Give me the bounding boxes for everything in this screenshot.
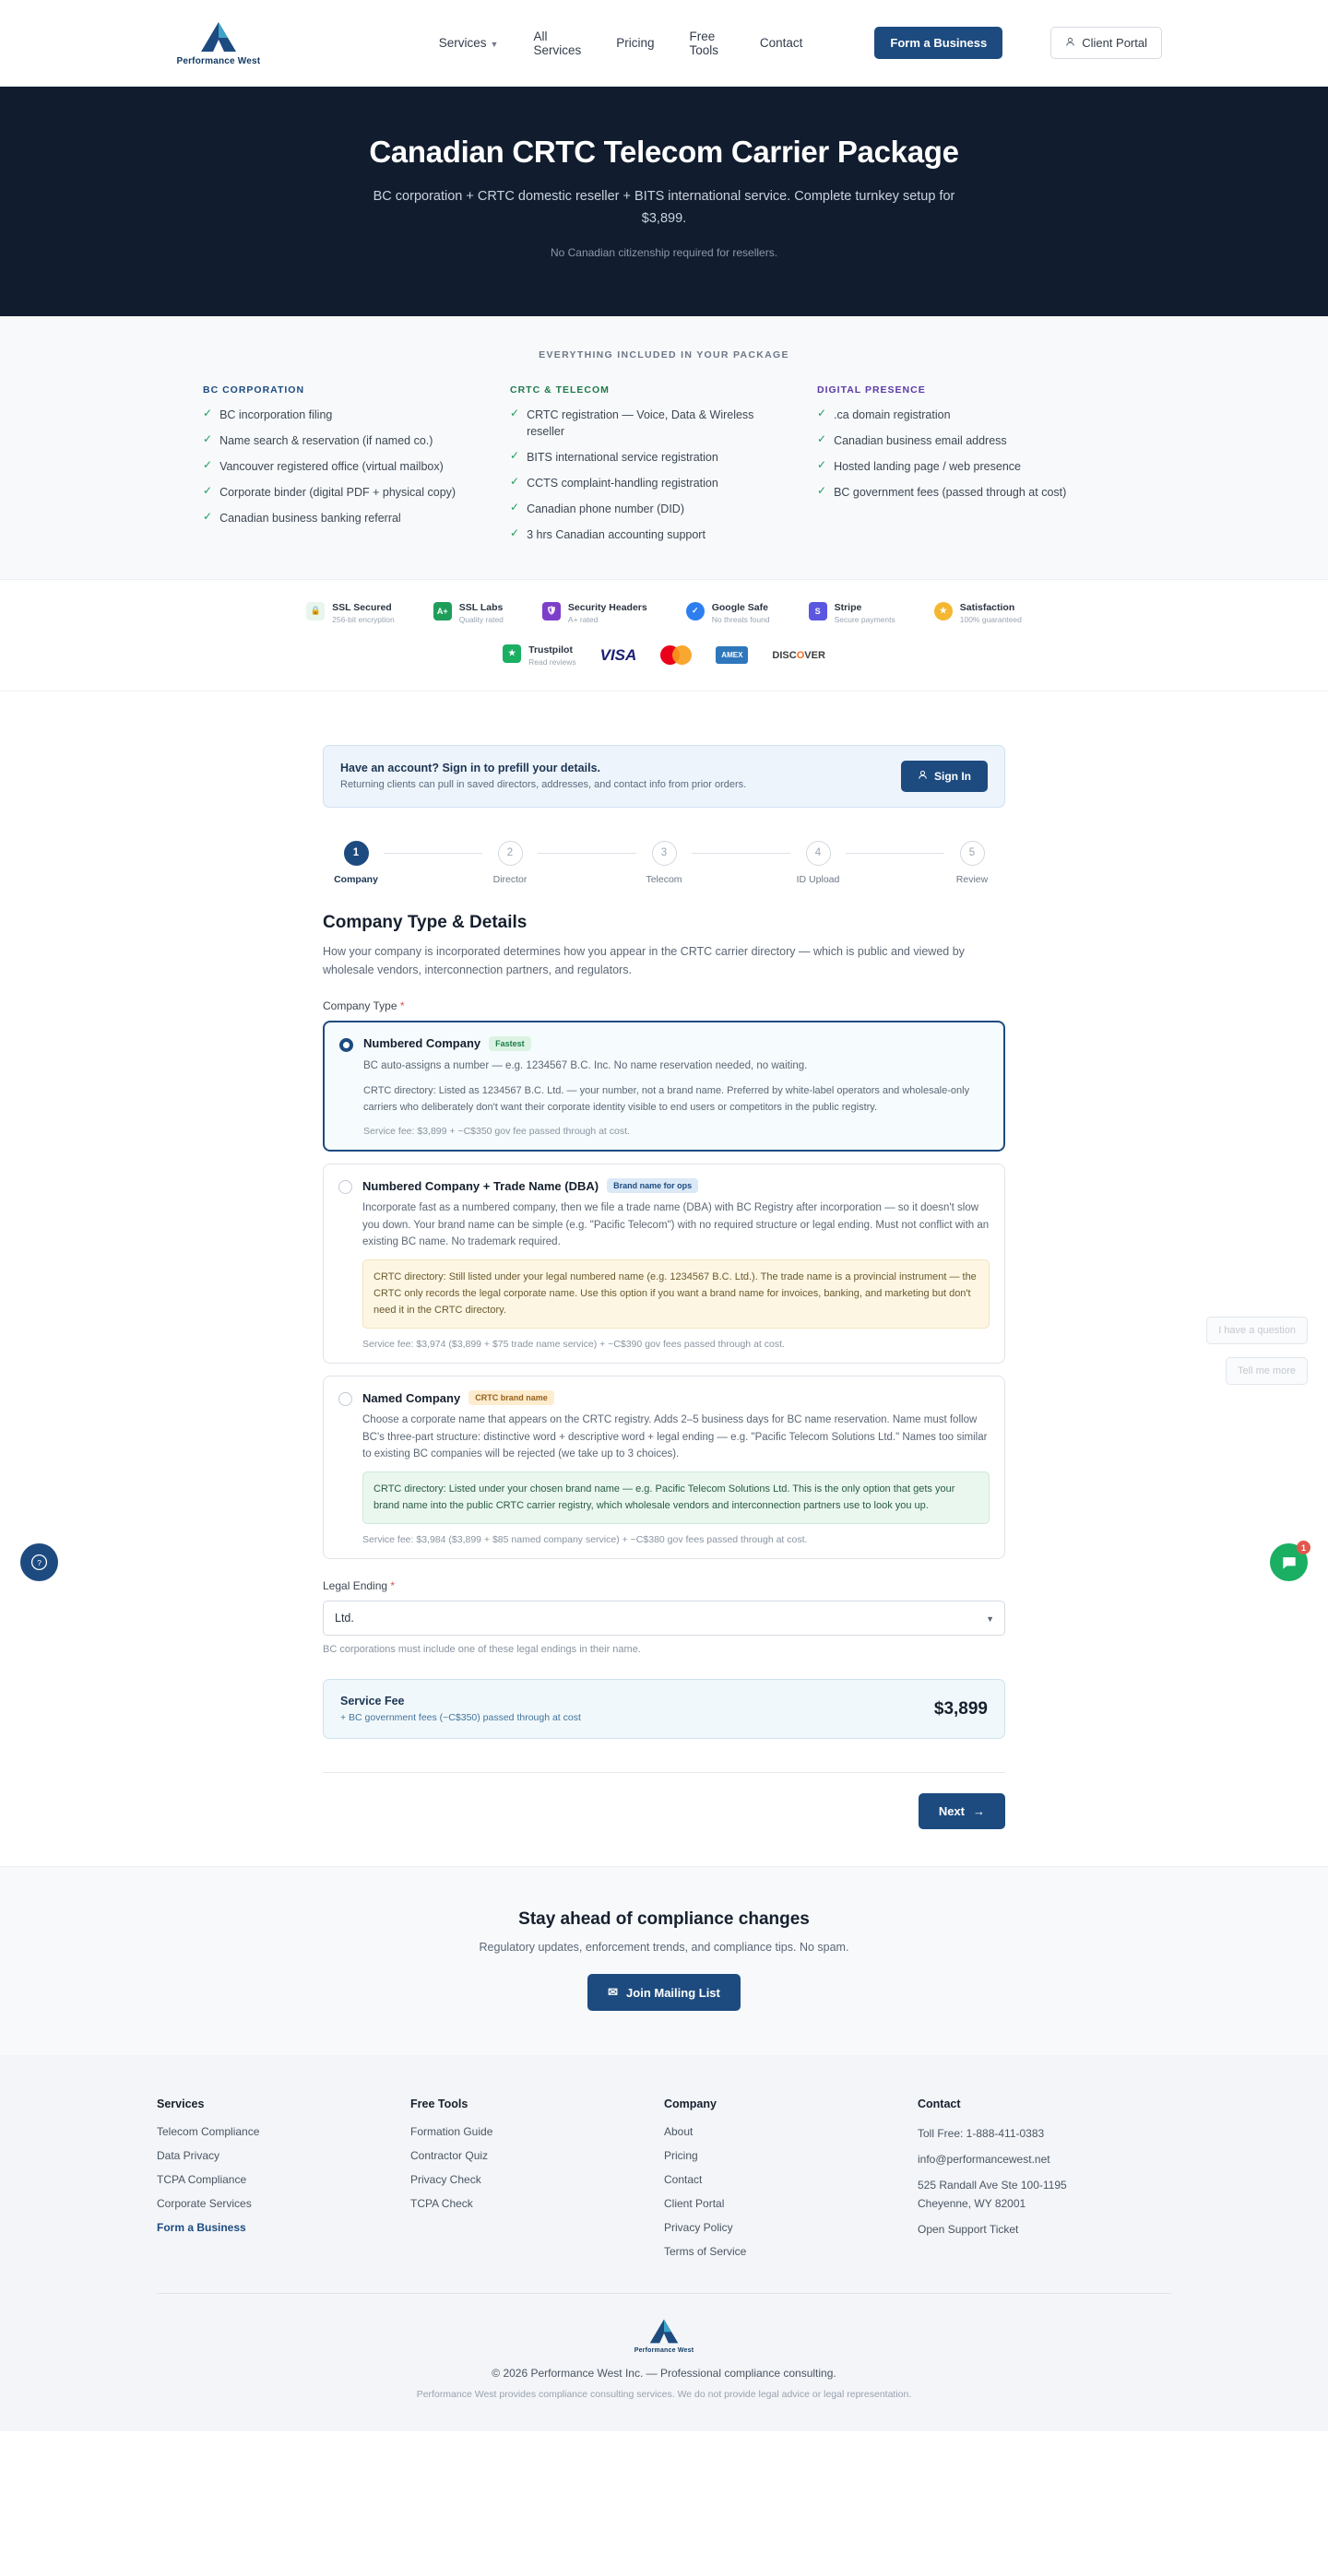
footer-link-contact[interactable]: Contact	[664, 2173, 703, 2187]
visa-icon: VISA	[599, 645, 637, 664]
included-column-crtc	[510, 384, 817, 553]
step-connector	[846, 853, 944, 854]
feature-item: ✓ Hosted landing page / web presence	[817, 458, 1097, 475]
nav-item-services[interactable]: Services ▼	[438, 36, 499, 50]
next-button[interactable]: Next →	[919, 1793, 1005, 1829]
footer-address-line-2: Cheyenne, WY 82001	[918, 2197, 1026, 2211]
trust-badge-stripe: S Stripe Secure payments	[809, 602, 895, 624]
signin-subtitle: Returning clients can pull in saved directors, addresses, and contact info from prior orders.	[340, 779, 747, 791]
feature-item: ✓ CRTC registration — Voice, Data & Wireless reseller	[510, 407, 789, 440]
hero-note: No Canadian citizenship required for resellers.	[550, 245, 778, 259]
check-icon: ✓	[203, 510, 213, 524]
footer-brand-text: Performance West	[634, 2347, 694, 2355]
feature-item: ✓ Corporate binder (digital PDF + physical copy)	[203, 484, 482, 501]
trust-badge-google-safe: ✓ Google Safe No threats found	[686, 602, 770, 624]
shield-icon: 🛡	[542, 602, 561, 620]
option-numbered-company-dba[interactable]	[323, 1164, 1005, 1364]
trust-bar	[0, 580, 1328, 691]
divider	[323, 1772, 1005, 1773]
footer-address-line-1: 525 Randall Ave Ste 100-1195	[918, 2179, 1067, 2192]
payment-logos	[0, 644, 1328, 667]
svg-text:?: ?	[37, 1558, 42, 1568]
site-footer	[0, 2055, 1328, 2431]
service-fee-summary	[323, 1679, 1005, 1739]
feature-item: ✓ BC government fees (passed through at cost)	[817, 484, 1097, 501]
footer-link-contractor-quiz[interactable]: Contractor Quiz	[410, 2149, 489, 2163]
option-description: Incorporate fast as a numbered company, then we file a trade name (DBA) with BC Registry after incorporation — so it doesn't slow you down. Your brand name can be simple (e.g. "Pacific Telecom") with no required structure or legal ending. Must not conflict with an existing BC name. No trademark required.	[362, 1202, 990, 1247]
service-fee-amount: $3,899	[933, 1698, 988, 1719]
option-description: Choose a corporate name that appears on the CRTC registry. Adds 2–5 business days for BC name reservation. Name must follow BC's three-part structure: distinctive word + descriptive word + legal ending — e.g. "Pacific Telecom Solutions Ltd." Names too similar to existing BC companies will be rejected (we take up to 3 choices).	[362, 1414, 988, 1459]
footer-column-title: Company	[664, 2097, 717, 2111]
order-form-section	[0, 691, 1328, 1867]
footer-link-terms-of-service[interactable]: Terms of Service	[664, 2245, 747, 2259]
column-title: DIGITAL PRESENCE	[817, 384, 926, 396]
check-icon: ✓	[203, 484, 213, 498]
option-numbered-company[interactable]	[323, 1021, 1005, 1152]
section-description: How your company is incorporated determines how you appear in the CRTC carrier directory — which is public and viewed by wholesale vendors, interconnection partners, and regulators.	[323, 944, 965, 976]
option-named-company[interactable]	[323, 1376, 1005, 1559]
nav-item-all-services[interactable]: All Services	[533, 29, 582, 57]
footer-link-formation-guide[interactable]: Formation Guide	[410, 2125, 493, 2139]
option-title: Numbered Company + Trade Name (DBA)	[362, 1178, 599, 1193]
footer-copyright: © 2026 Performance West Inc. — Professional compliance consulting.	[492, 2367, 836, 2381]
help-button[interactable]	[20, 1543, 58, 1581]
option-callout: CRTC directory: Listed as 1234567 B.C. Ltd. — your number, not a brand name. Preferred by white-label operators and wholesale-only carriers who deliberately don't want their corporate identity visible to end users or competitors in the public registry.	[363, 1084, 970, 1113]
main-nav	[439, 27, 1162, 59]
nav-item-pricing[interactable]: Pricing	[616, 36, 655, 50]
radio-numbered-company[interactable]	[339, 1038, 353, 1052]
option-badge: Fastest	[489, 1036, 531, 1051]
signin-title: Have an account? Sign in to prefill your details.	[340, 762, 600, 775]
option-callout: CRTC directory: Listed under your chosen brand name — e.g. Pacific Telecom Solutions Ltd. This is the only option that gets your brand name into the public CRTC carrier registry, which wholesale vendors and interconnection partners use to look you up.	[362, 1471, 990, 1524]
footer-link-privacy-check[interactable]: Privacy Check	[410, 2173, 481, 2187]
check-icon: ✓	[203, 431, 213, 445]
footer-email[interactable]: info@performancewest.net	[918, 2153, 1050, 2167]
option-callout: CRTC directory: Still listed under your legal numbered name (e.g. 1234567 B.C. Ltd.). The trade name is a provincial instrument — the CRTC only records the legal corporate name. Use this option if you want a brand name for invoices, banking, and marketing but don't need it in the CRTC directory.	[362, 1259, 990, 1329]
star-icon: ★	[934, 602, 953, 620]
page-title: Canadian CRTC Telecom Carrier Package	[369, 135, 959, 169]
amex-icon: AMEX	[716, 646, 748, 664]
trust-badge-satisfaction: ★ Satisfaction 100% guaranteed	[934, 602, 1022, 624]
section-title: Company Type & Details	[323, 912, 528, 932]
check-icon: ✓	[510, 501, 520, 514]
feature-item: ✓ .ca domain registration	[817, 407, 1097, 423]
package-included-section	[0, 316, 1328, 580]
footer-link-telecom-compliance[interactable]: Telecom Compliance	[157, 2125, 260, 2139]
client-portal-button[interactable]: Client Portal	[1050, 27, 1162, 59]
included-column-digital	[817, 384, 1124, 553]
feature-item: ✓ Canadian business email address	[817, 432, 1097, 449]
included-column-bc	[203, 384, 510, 553]
check-icon: ✓	[510, 526, 520, 540]
step-company[interactable]: 1 Company	[328, 841, 384, 885]
check-circle-icon: ✓	[686, 602, 705, 620]
check-icon: ✓	[203, 406, 213, 419]
step-director[interactable]: 2 Director	[482, 841, 538, 885]
quick-reply-more[interactable]: Tell me more	[1226, 1357, 1308, 1385]
discover-icon: DISCOVER	[772, 649, 825, 661]
trustpilot-star-icon: ★	[503, 644, 521, 663]
progress-stepper	[323, 841, 1005, 885]
step-connector	[384, 853, 482, 854]
feature-item: ✓ 3 hrs Canadian accounting support	[510, 526, 789, 543]
option-title: Numbered Company	[363, 1036, 481, 1051]
check-icon: ✓	[817, 406, 827, 419]
step-review[interactable]: 5 Review	[944, 841, 1000, 885]
legal-ending-label: Legal Ending *	[323, 1579, 396, 1593]
footer-link-tcpa-compliance[interactable]: TCPA Compliance	[157, 2173, 247, 2187]
footer-link-corporate-services[interactable]: Corporate Services	[157, 2197, 252, 2211]
chat-widget-button[interactable]	[1270, 1543, 1308, 1581]
logo-text: Performance West	[176, 55, 261, 66]
footer-link-form-a-business[interactable]: Form a Business	[157, 2221, 246, 2235]
footer-column-title: Contact	[918, 2097, 961, 2111]
check-icon: ✓	[510, 406, 520, 419]
company-type-label: Company Type *	[323, 998, 405, 1012]
radio-named-company[interactable]	[338, 1392, 352, 1406]
footer-column-title: Services	[157, 2097, 205, 2111]
sign-in-button[interactable]: Sign In	[901, 761, 988, 792]
check-icon: ✓	[817, 431, 827, 445]
legal-ending-select[interactable]	[323, 1601, 1005, 1636]
lock-icon: 🔒	[306, 602, 325, 620]
ssl-labs-icon: A+	[433, 602, 452, 620]
footer-column-contact	[918, 2097, 1171, 2269]
mastercard-icon	[660, 645, 692, 665]
feature-item: ✓ Vancouver registered office (virtual mailbox)	[203, 458, 482, 475]
option-badge: CRTC brand name	[468, 1390, 554, 1405]
join-mailing-list-button[interactable]: ✉ Join Mailing List	[587, 1974, 741, 2011]
option-fee: Service fee: $3,984 ($3,899 + $85 named company service) + ~C$380 gov fees passed through at cost.	[362, 1534, 808, 1546]
check-icon: ✓	[510, 449, 520, 463]
check-icon: ✓	[203, 458, 213, 472]
service-fee-note: + BC government fees (~C$350) passed through at cost	[340, 1712, 581, 1724]
footer-link-client-portal[interactable]: Client Portal	[664, 2197, 725, 2211]
footer-column-free-tools	[410, 2097, 664, 2269]
feature-item: ✓ Name search & reservation (if named co.)	[203, 432, 482, 449]
step-telecom[interactable]: 3 Telecom	[636, 841, 692, 885]
footer-link-privacy-policy[interactable]: Privacy Policy	[664, 2221, 733, 2235]
check-icon: ✓	[817, 458, 827, 472]
footer-logo	[0, 2318, 1328, 2354]
hero-subtitle: BC corporation + CRTC domestic reseller + BITS international service. Complete turnkey setup for $3,899.	[373, 189, 955, 226]
form-a-business-button[interactable]: Form a Business	[874, 27, 1002, 59]
footer-link-pricing[interactable]: Pricing	[664, 2149, 698, 2163]
step-connector	[692, 853, 790, 854]
feature-item: ✓ Canadian business banking referral	[203, 510, 482, 526]
footer-column-title: Free Tools	[410, 2097, 468, 2111]
column-title: CRTC & TELECOM	[510, 384, 610, 396]
hero-section	[0, 87, 1328, 316]
site-header	[0, 0, 1328, 87]
newsletter-title: Stay ahead of compliance changes	[518, 1909, 810, 1930]
radio-numbered-company-dba[interactable]	[338, 1180, 352, 1194]
stripe-icon: S	[809, 602, 827, 620]
check-icon: ✓	[817, 484, 827, 498]
nav-item-contact[interactable]: Contact	[759, 36, 803, 50]
newsletter-section	[0, 1866, 1328, 2055]
trustpilot-badge[interactable]: ★ Trustpilot Read reviews	[503, 644, 576, 667]
signin-prompt	[323, 745, 1005, 808]
option-description: BC auto-assigns a number — e.g. 1234567 B.C. Inc. No name reservation needed, no waiting.	[363, 1059, 808, 1071]
option-fee: Service fee: $3,899 + ~C$350 gov fee passed through at cost.	[363, 1126, 630, 1138]
chat-unread-badge: 1	[1297, 1541, 1310, 1554]
footer-support-link[interactable]: Open Support Ticket	[918, 2223, 1019, 2237]
step-connector	[538, 853, 636, 854]
option-badge: Brand name for ops	[607, 1178, 698, 1193]
footer-link-about[interactable]: About	[664, 2125, 694, 2139]
required-marker: *	[390, 1579, 396, 1593]
legal-ending-hint: BC corporations must include one of these legal endings in their name.	[323, 1644, 641, 1656]
newsletter-subtitle: Regulatory updates, enforcement trends, and compliance tips. No spam.	[479, 1941, 849, 1955]
brand-logo[interactable]	[166, 20, 271, 66]
column-title: BC CORPORATION	[203, 384, 305, 396]
arrow-right-icon: →	[973, 1804, 985, 1819]
step-id-upload[interactable]: 4 ID Upload	[790, 841, 846, 885]
chevron-down-icon: ▼	[986, 1614, 994, 1625]
footer-phone: Toll Free: 1-888-411-0383	[918, 2127, 1045, 2141]
envelope-icon: ✉	[608, 1985, 619, 2000]
included-heading: EVERYTHING INCLUDED IN YOUR PACKAGE	[539, 349, 789, 360]
chevron-down-icon: ▼	[490, 40, 499, 49]
feature-item: ✓ Canadian phone number (DID)	[510, 501, 789, 517]
logo-mark-icon	[199, 20, 238, 53]
footer-disclaimer: Performance West provides compliance consulting services. We do not provide legal advice or legal representation.	[416, 2389, 912, 2401]
footer-link-tcpa-check[interactable]: TCPA Check	[410, 2197, 473, 2211]
option-title: Named Company	[362, 1390, 461, 1405]
required-marker: *	[399, 998, 405, 1012]
footer-column-services	[157, 2097, 410, 2269]
quick-reply-question[interactable]: I have a question	[1206, 1317, 1308, 1344]
trust-badge-ssl-secured: 🔒 SSL Secured 256-bit encryption	[306, 602, 395, 624]
user-icon	[918, 770, 928, 783]
feature-item: ✓ BITS international service registration	[510, 449, 789, 466]
footer-link-data-privacy[interactable]: Data Privacy	[157, 2149, 220, 2163]
footer-column-company	[664, 2097, 918, 2269]
check-icon: ✓	[510, 475, 520, 489]
trust-badge-ssl-labs: A+ SSL Labs Quality rated	[433, 602, 504, 624]
option-fee: Service fee: $3,974 ($3,899 + $75 trade name service) + ~C$390 gov fees passed through at cost.	[362, 1339, 785, 1351]
nav-item-free-tools[interactable]: Free Tools	[689, 29, 718, 57]
trust-badge-security-headers: 🛡 Security Headers A+ rated	[542, 602, 647, 624]
feature-item: ✓ CCTS complaint-handling registration	[510, 475, 789, 491]
feature-item: ✓ BC incorporation filing	[203, 407, 482, 423]
service-fee-label: Service Fee	[340, 1695, 405, 1708]
user-icon	[1065, 36, 1075, 50]
